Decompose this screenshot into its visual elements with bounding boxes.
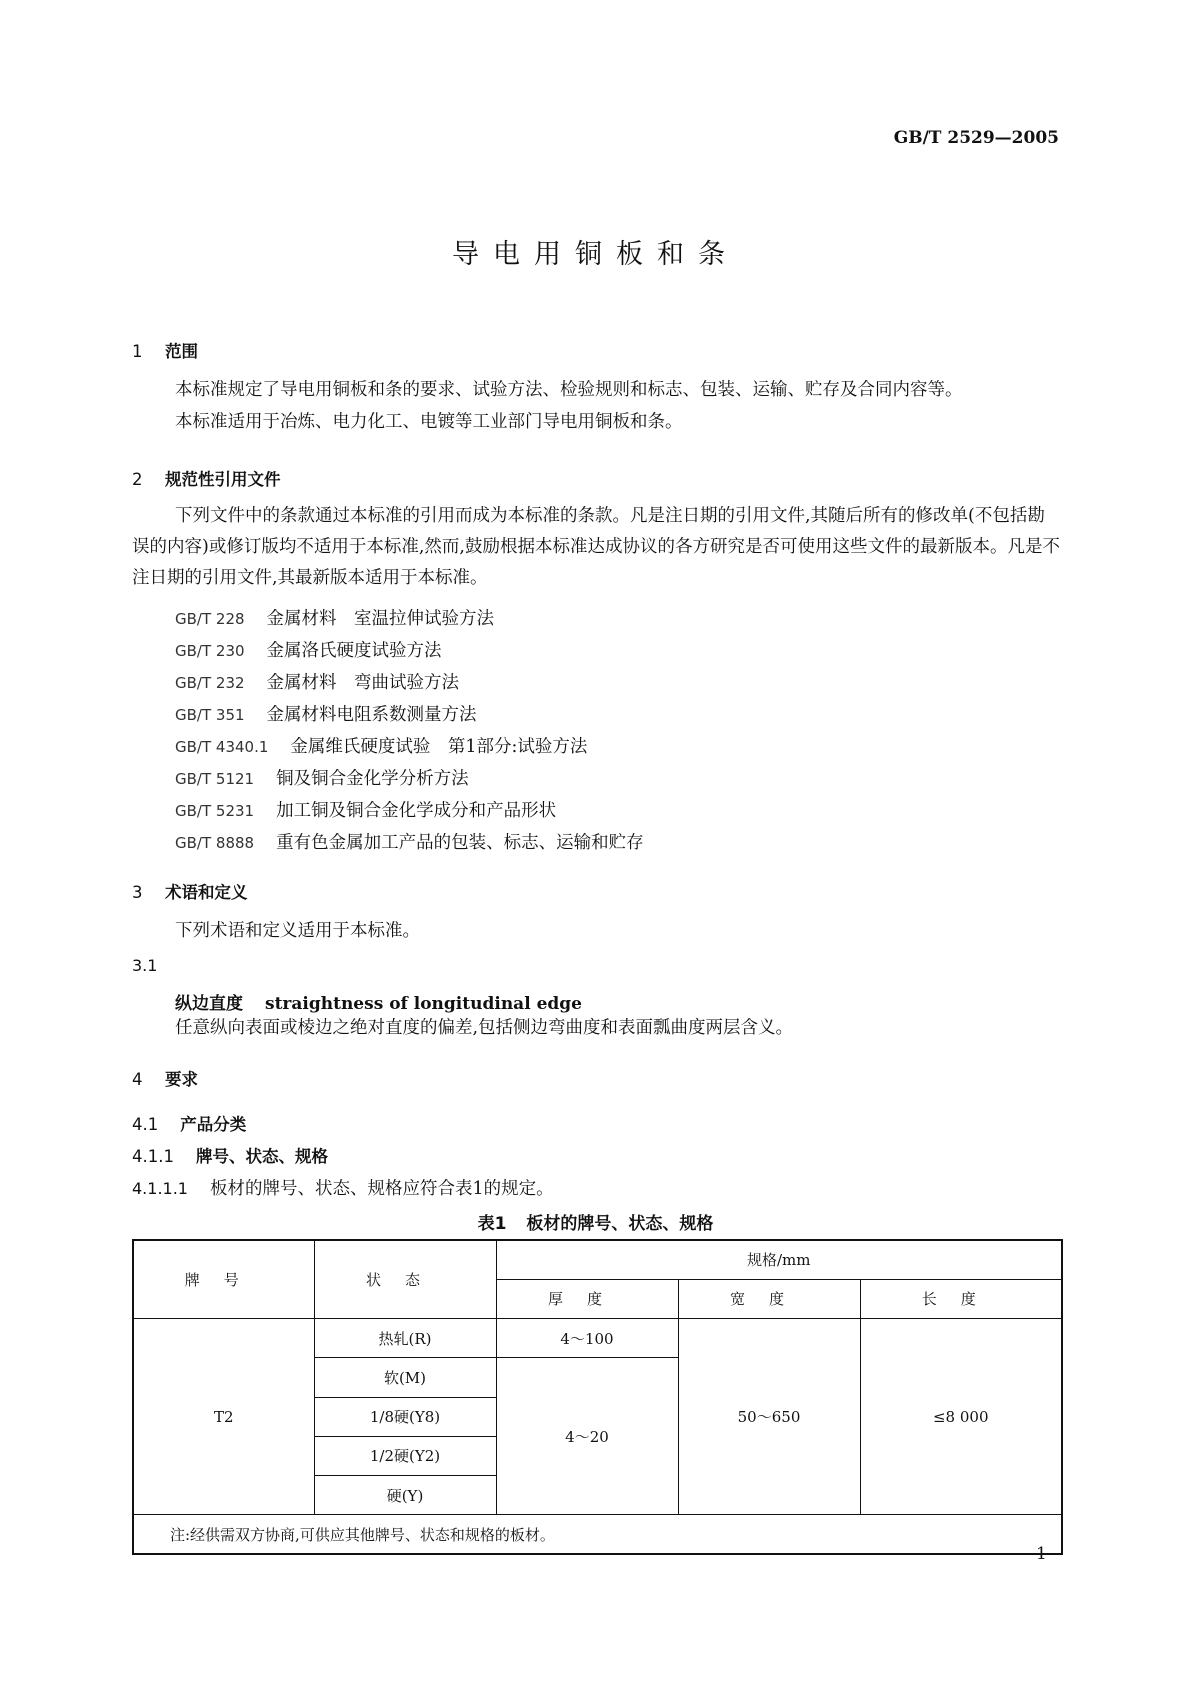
header-spec: 规格/mm xyxy=(496,1240,1062,1279)
term-definition: 任意纵向表面或棱边之绝对直度的偏差,包括侧边弯曲度和表面瓢曲度两层含义。 xyxy=(175,1018,794,1038)
table-caption xyxy=(0,1209,1191,1234)
section-number: 2 xyxy=(132,470,143,489)
reference-code: GB/T 5231 xyxy=(175,802,255,820)
clause-title: 牌号、状态、规格 xyxy=(195,1147,328,1166)
reference-item xyxy=(175,637,442,662)
section-title: 要求 xyxy=(165,1070,198,1089)
reference-title: 铜及铜合金化学分析方法 xyxy=(276,769,469,789)
page-title: 导电用铜板和条 xyxy=(452,239,739,270)
section-title: 规范性引用文件 xyxy=(165,470,281,489)
table-number: 表1 xyxy=(477,1214,507,1234)
clause-4-1 xyxy=(132,1111,246,1135)
section-1-heading xyxy=(132,338,198,362)
reference-item xyxy=(175,765,469,790)
reference-code: GB/T 230 xyxy=(175,642,245,660)
reference-item xyxy=(175,797,556,822)
term-entry xyxy=(175,989,582,1014)
section-number: 4 xyxy=(132,1070,143,1089)
reference-code: GB/T 5121 xyxy=(175,770,255,788)
section-number: 1 xyxy=(132,342,143,361)
reference-item xyxy=(175,669,459,694)
reference-title: 金属洛氏硬度试验方法 xyxy=(266,641,442,661)
header-width: 宽度 xyxy=(678,1279,860,1318)
header-grade: 牌号 xyxy=(133,1240,314,1319)
reference-code: GB/T 4340.1 xyxy=(175,738,269,756)
cell-temper: 1/2硬(Y2) xyxy=(314,1436,496,1475)
term-chinese: 纵边直度 xyxy=(175,994,243,1014)
section-number: 3 xyxy=(132,883,143,902)
clause-number: 4.1.1 xyxy=(132,1147,174,1166)
cell-grade: T2 xyxy=(133,1319,314,1515)
header-length: 长度 xyxy=(860,1279,1062,1318)
reference-code: GB/T 351 xyxy=(175,706,245,724)
reference-title: 加工铜及铜合金化学成分和产品形状 xyxy=(276,801,557,821)
normative-references-intro: 下列文件中的条款通过本标准的引用而成为本标准的条款。凡是注日期的引用文件,其随后所有的修改单(不包括勘误的内容)或修订版均不适用于本标准,然而,鼓励根据本标准达成协议的各方研究是否可使用这些文件的最新版本。凡是不注日期的引用文件,其最新版本适用于本标准。 xyxy=(132,506,1060,588)
standard-number: GB/T 2529—2005 xyxy=(893,128,1059,148)
header-temper: 状态 xyxy=(314,1240,496,1319)
page-number: 1 xyxy=(1036,1544,1047,1564)
reference-item xyxy=(175,605,494,630)
section-2-heading xyxy=(132,466,281,490)
scope-paragraph-2: 本标准适用于冶炼、电力化工、电镀等工业部门导电用铜板和条。 xyxy=(175,412,683,432)
term-english: straightness of longitudinal edge xyxy=(265,994,582,1014)
clause-number: 4.1.1.1 xyxy=(132,1179,188,1198)
reference-title: 重有色金属加工产品的包装、标志、运输和贮存 xyxy=(276,833,644,853)
reference-code: GB/T 228 xyxy=(175,610,245,628)
cell-thickness: 4～20 xyxy=(496,1358,678,1515)
reference-title: 金属维氏硬度试验 第1部分:试验方法 xyxy=(290,737,588,757)
reference-title: 金属材料电阻系数测量方法 xyxy=(266,705,477,725)
table-title: 板材的牌号、状态、规格 xyxy=(526,1214,714,1234)
cell-thickness: 4～100 xyxy=(496,1319,678,1358)
header-thickness: 厚度 xyxy=(496,1279,678,1318)
section-title: 范围 xyxy=(165,342,198,361)
cell-temper: 热轧(R) xyxy=(314,1319,496,1358)
cell-temper: 硬(Y) xyxy=(314,1476,496,1515)
scope-paragraph-1: 本标准规定了导电用铜板和条的要求、试验方法、检验规则和标志、包装、运输、贮存及合同内容等。 xyxy=(175,380,963,400)
clause-number: 4.1 xyxy=(132,1115,159,1134)
reference-title: 金属材料 室温拉伸试验方法 xyxy=(266,609,495,629)
section-4-heading xyxy=(132,1066,198,1090)
reference-item xyxy=(175,733,587,758)
terms-intro: 下列术语和定义适用于本标准。 xyxy=(175,921,420,941)
section-3-heading xyxy=(132,879,248,903)
reference-item xyxy=(175,829,644,854)
cell-width: 50～650 xyxy=(678,1319,860,1515)
clause-4-1-1 xyxy=(132,1143,328,1167)
cell-temper: 软(M) xyxy=(314,1358,496,1397)
spec-table xyxy=(132,1239,1063,1555)
cell-length: ≤8 000 xyxy=(860,1319,1062,1515)
clause-text: 板材的牌号、状态、规格应符合表1的规定。 xyxy=(209,1179,554,1199)
clause-4-1-1-1 xyxy=(132,1175,554,1200)
section-title: 术语和定义 xyxy=(165,883,248,902)
table-note: 注:经供需双方协商,可供应其他牌号、状态和规格的板材。 xyxy=(133,1515,1062,1554)
cell-temper: 1/8硬(Y8) xyxy=(314,1397,496,1436)
reference-code: GB/T 232 xyxy=(175,674,245,692)
reference-title: 金属材料 弯曲试验方法 xyxy=(266,673,460,693)
clause-title: 产品分类 xyxy=(180,1115,247,1134)
reference-code: GB/T 8888 xyxy=(175,834,255,852)
reference-item xyxy=(175,701,477,726)
subclause-number: 3.1 xyxy=(132,956,158,975)
